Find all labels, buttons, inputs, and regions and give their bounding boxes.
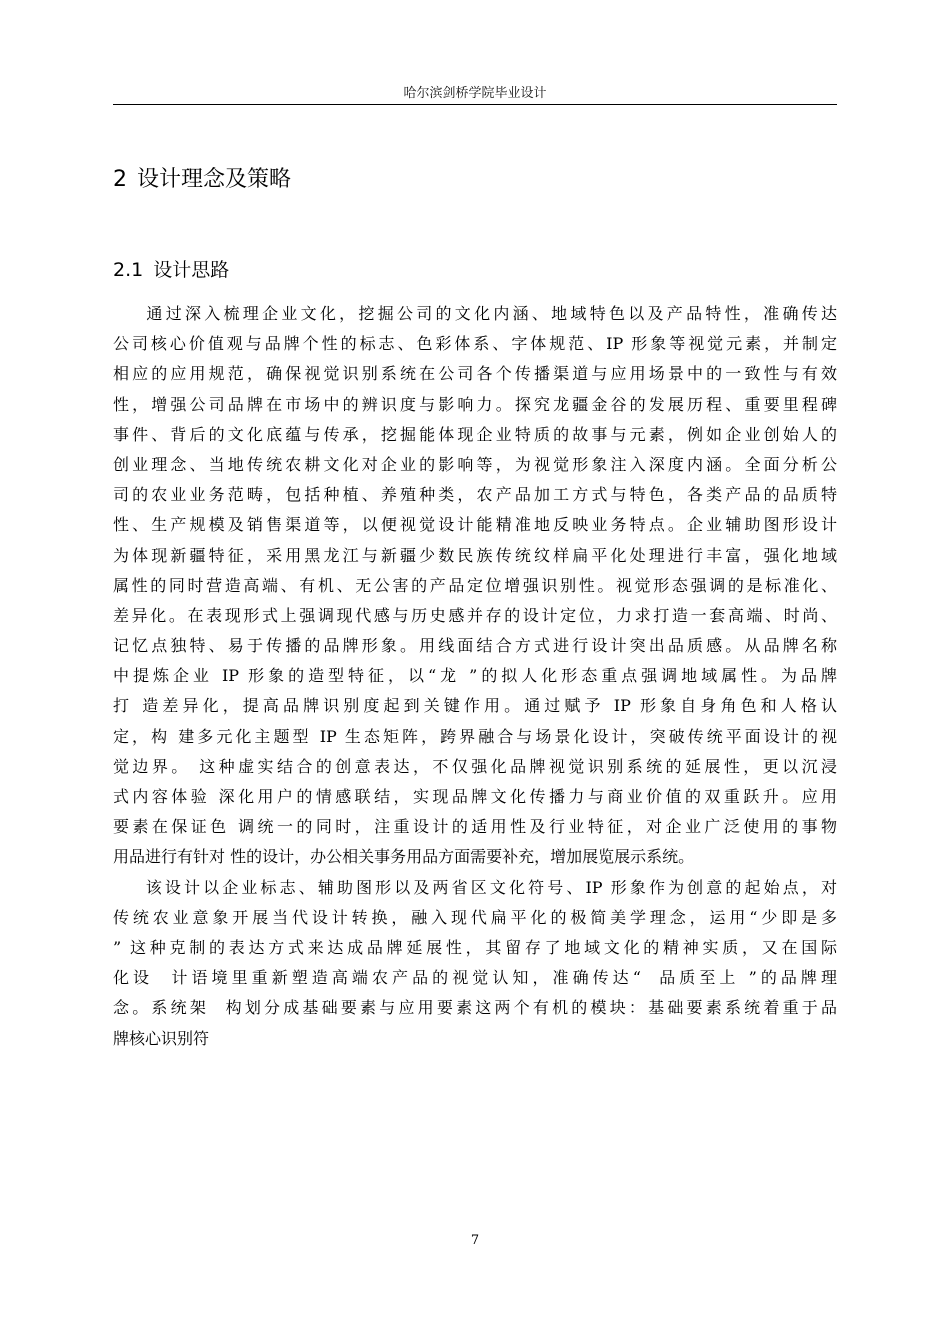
- chapter-title-text: 设计理念及策略: [137, 167, 292, 192]
- paragraph: [113, 873, 837, 1054]
- text-line: 司的农业业务范畴，包括种植、养殖种类，农产品加工方式与特色，各类产品的品质特: [113, 485, 837, 505]
- text-line: 打 造差异化，提高品牌识别度起到关键作用。通过赋予 IP 形象自身角色和人格认: [113, 696, 837, 716]
- text-line: 为体现新疆特征，采用黑龙江与新疆少数民族传统纹样扁平化处理进行丰富，强化地域: [113, 545, 837, 565]
- text-line: 性，增强公司品牌在市场中的辨识度与影响力。探究龙疆金谷的发展历程、重要里程碑: [113, 394, 837, 414]
- text-line: 相应的应用规范，确保视觉识别系统在公司各个传播渠道与应用场景中的一致性与有效: [113, 364, 837, 384]
- text-line: 觉边界。 这种虚实结合的创意表达，不仅强化品牌视觉识别系统的延展性，更以沉浸: [113, 756, 837, 776]
- chapter-title: [113, 164, 291, 196]
- text-line: 差异化。在表现形式上强调现代感与历史感并存的设计定位，力求打造一套高端、时尚、: [113, 605, 837, 625]
- text-line: 创业理念、当地传统农耕文化对企业的影响等，为视觉形象注入深度内涵。全面分析公: [113, 454, 837, 474]
- section-number: 2.1: [113, 259, 144, 281]
- paragraph: [113, 299, 837, 873]
- text-line: 通过深入梳理企业文化，挖掘公司的文化内涵、地域特色以及产品特性，准确传达: [113, 304, 837, 323]
- text-line: 牌核心识别符: [113, 1028, 210, 1048]
- text-line: 性、生产规模及销售渠道等，以便视觉设计能精准地反映业务特点。企业辅助图形设计: [113, 515, 837, 535]
- text-line: 要素在保证色 调统一的同时，注重设计的适用性及行业特征，对企业广泛使用的事物: [113, 817, 837, 837]
- text-line: 念。系统架 构划分成基础要素与应用要素这两个有机的模块：基础要素系统着重于品: [113, 998, 837, 1018]
- header-rule: [113, 104, 837, 105]
- text-line: 事件、背后的文化底蕴与传承，挖掘能体现企业特质的故事与元素，例如企业创始人的: [113, 424, 837, 444]
- text-line: 公司核心价值观与品牌个性的标志、色彩体系、字体规范、IP 形象等视觉元素，并制定: [113, 334, 837, 354]
- text-line: 传统农业意象开展当代设计转换，融入现代扁平化的极简美学理念，运用“少即是多: [113, 907, 837, 927]
- page-number: 7: [470, 1233, 480, 1248]
- text-line: 式内容体验 深化用户的情感联结，实现品牌文化传播力与商业价值的双重跃升。应用: [113, 787, 837, 806]
- text-line: 中提炼企业 IP 形象的造型特征，以“龙 ”的拟人化形态重点强调地域属性。为品牌: [113, 666, 837, 686]
- text-line: 用品进行有针对 性的设计，办公相关事务用品方面需要补充，增加展览展示系统。: [113, 847, 695, 867]
- text-line: 记忆点独特、易于传播的品牌形象。用线面结合方式进行设计突出品质感。从品牌名称: [113, 636, 837, 656]
- text-line: 化设 计语境里重新塑造高端农产品的视觉认知，准确传达“ 品质至上 ”的品牌理: [113, 968, 837, 988]
- text-line: 该设计以企业标志、辅助图形以及两省区文化符号、IP 形象作为创意的起始点，对: [113, 877, 837, 897]
- body-text: [113, 299, 837, 1054]
- text-line: 属性的同时营造高端、有机、无公害的产品定位增强识别性。视觉形态强调的是标准化、: [113, 575, 837, 595]
- section-title: [113, 256, 229, 284]
- section-title-text: 设计思路: [153, 259, 230, 281]
- text-line: 定，构 建多元化主题型 IP 生态矩阵，跨界融合与场景化设计，突破传统平面设计的视: [113, 726, 837, 746]
- chapter-number: 2: [113, 167, 127, 192]
- page-header: 哈尔滨剑桥学院毕业设计: [403, 86, 547, 101]
- text-line: ” 这种克制的表达方式来达成品牌延展性，其留存了地域文化的精神实质，又在国际: [113, 937, 837, 957]
